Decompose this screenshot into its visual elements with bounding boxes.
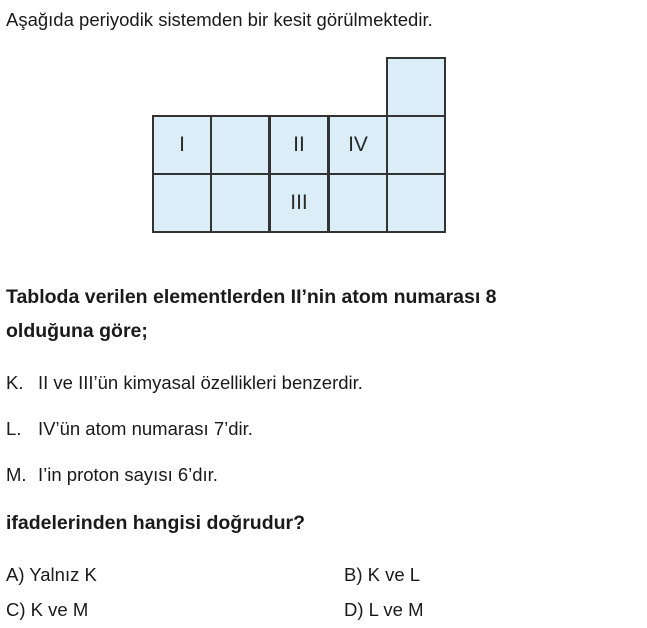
option-a[interactable]: A) Yalnız K bbox=[6, 564, 97, 585]
table-cell-row2-col2 bbox=[210, 173, 270, 233]
option-c[interactable]: C) K ve M bbox=[6, 599, 89, 620]
table-cell-row1-col1: I bbox=[152, 115, 212, 175]
option-d[interactable]: D) L ve M bbox=[344, 599, 424, 620]
intro-text: Aşağıda periyodik sistemden bir kesit görülmektedir. bbox=[6, 9, 433, 30]
table-cell-row1-col2 bbox=[210, 115, 270, 175]
statement-letter: K. bbox=[6, 372, 24, 393]
question-prompt: ifadelerinden hangisi doğrudur? bbox=[6, 512, 306, 534]
question-line-2: olduğuna göre; bbox=[6, 320, 148, 342]
statement-letter: M. bbox=[6, 464, 27, 485]
statement-m bbox=[6, 464, 218, 486]
statement-text: IV’ün atom numarası 7’dir. bbox=[38, 418, 253, 439]
table-cell-row1-col5 bbox=[386, 115, 446, 175]
table-cell-row2-col1 bbox=[152, 173, 212, 233]
question-line-1: Tabloda verilen elementlerden II’nin atom numarası 8 bbox=[6, 286, 497, 308]
table-cell-row2-col4 bbox=[328, 173, 388, 233]
table-cell-row2-col3: III bbox=[269, 173, 329, 233]
table-cell-row2-col5 bbox=[386, 173, 446, 233]
statement-letter: L. bbox=[6, 418, 22, 439]
table-cell-row1-col4: IV bbox=[328, 115, 388, 175]
statement-text: II ve III’ün kimyasal özellikleri benzerdir. bbox=[38, 372, 363, 393]
table-cell-row1-col3: II bbox=[269, 115, 329, 175]
statement-k bbox=[6, 372, 363, 394]
periodic-table-section bbox=[152, 57, 446, 233]
question-stem bbox=[6, 280, 642, 348]
statement-text: I’in proton sayısı 6’dır. bbox=[38, 464, 218, 485]
option-b[interactable]: B) K ve L bbox=[344, 564, 421, 585]
table-cell-top-right bbox=[386, 57, 446, 117]
statement-l bbox=[6, 418, 253, 440]
